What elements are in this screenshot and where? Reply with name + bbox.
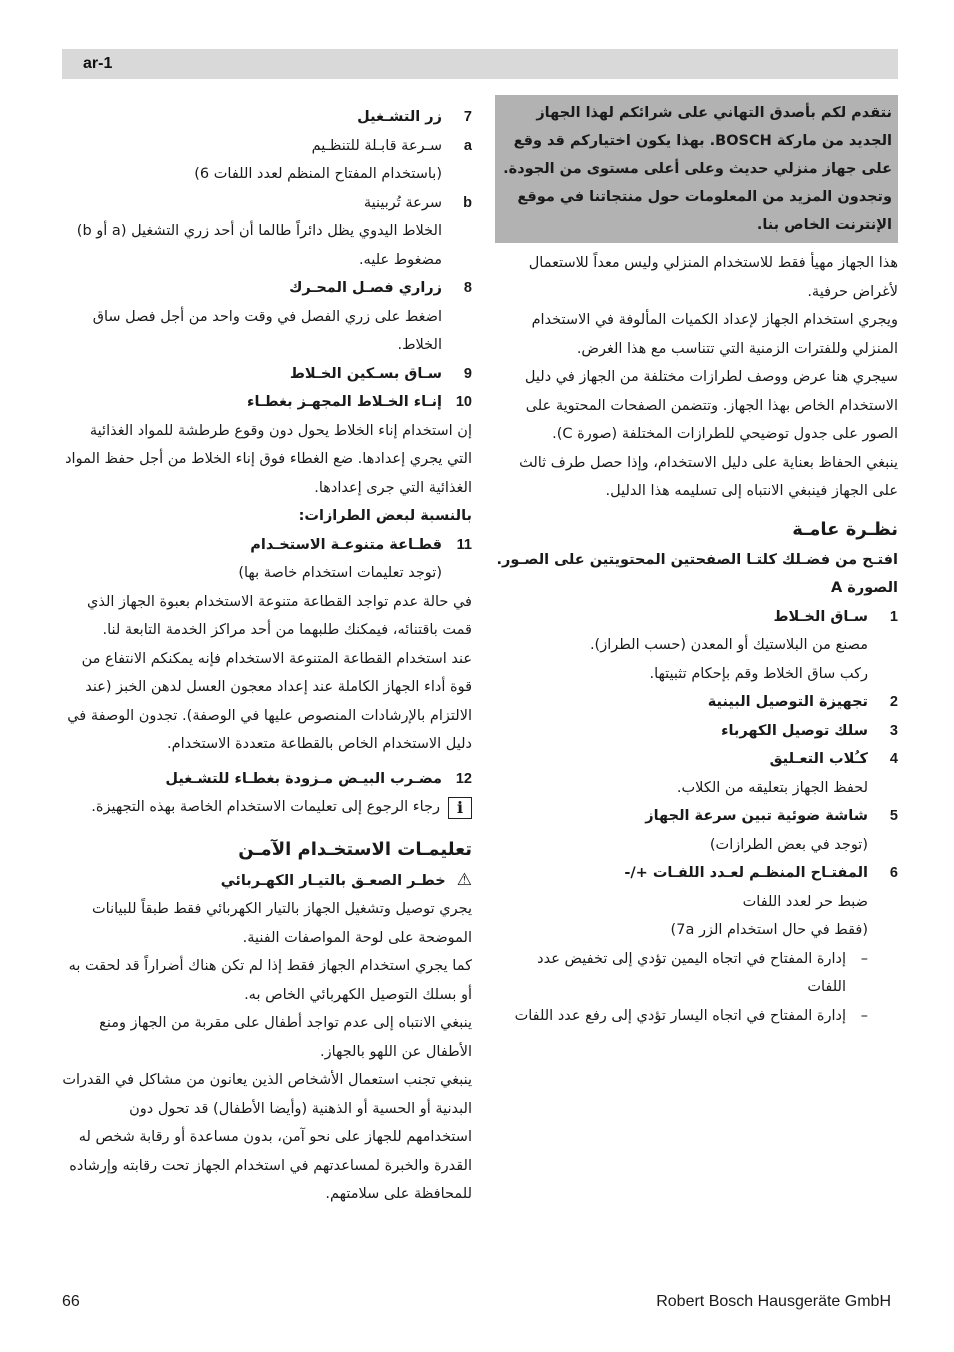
item-number: 2 [889, 694, 898, 710]
item-desc: مصنع من البلاستيك أو المعدن (حسب الطراز). [589, 637, 868, 653]
list-item [62, 531, 472, 560]
item-number: 1 [889, 608, 898, 625]
item-number: 9 [463, 365, 472, 382]
item-title: سلك توصيل الكهرباء [721, 722, 868, 739]
some-models-label: بالنسبة لبعض الطرازات: [298, 508, 472, 524]
list-item [62, 103, 472, 132]
list-item [62, 274, 472, 303]
info-text: رجاء الرجوع إلى تعليمات الاستخدام الخاصة بهذه التجهيزة. [91, 799, 440, 815]
dash-text: إدارة المفتاح في اتجاه اليسار تؤدي إلى رفع عدد اللفات [514, 1007, 846, 1024]
safety-title: تعليمـات الاستخـدام الآمـن [238, 838, 472, 860]
list-item [495, 717, 898, 746]
item-title: زر التشـغيل [357, 109, 442, 125]
warning-icon: ⚠ [456, 869, 472, 890]
intro-box: نتقدم لكم بأصدق التهاني على شرائكم لهذا الجهاز الجديد من ماركة BOSCH. بهذا يكون اختياركم قد وقع على جهاز منزلي حديث وعلى أعلى مستوى من الجودة. وتجدون المزيد من المعلومات حول منتجاتنا في موقع الإنترنت الخاص بنا. [495, 95, 898, 243]
paragraph: ينبغي الانتباه إلى عدم تواجد أطفال على مقربة من الجهاز ومنع الأطفال عن اللهو بالجهاز. [99, 1015, 472, 1060]
item-number: 6 [889, 865, 898, 881]
paragraph: سيجري هنا عرض ووصف لطرازات مختلفة من الجهاز في دليل الاستخدام الخاص بهذا الجهاز. وتتضمن الصفحات المحتوية على الصور على جدول توضيحي للطرازات المختلفة (صورة C). [524, 369, 898, 442]
item-title: زراري فصـل المحـرك [289, 280, 442, 296]
dash-mark: – [860, 1007, 868, 1024]
item-title: كـُلاب التعـليق [769, 751, 868, 767]
list-item [62, 765, 472, 794]
item-title: تجهيزة التوصيل البينية [707, 694, 868, 710]
item-desc: في حالة عدم تواجد القطاعة متنوعة الاستخدام بعبوة الجهاز الذي قمت باقتنائه، فيمكنك طلبهما من أحد مراكز الخدمة التابعة لنا. [86, 593, 472, 638]
item-desc: (توجد في بعض الطرازات) [709, 836, 868, 853]
item-number: 12 [455, 770, 472, 787]
item-number: 11 [456, 536, 472, 553]
item-desc: ركب ساق الخلاط وقم بإحكام تثبيتها. [649, 665, 868, 682]
paragraph: ويجري استخدام الجهاز لإعداد الكميات المألوفة في الاستخدام المنزلي وللفترات الزمنية التي تتناسب مع هذا الغرض. [531, 312, 898, 357]
item-note: (توجد تعليمات استخدام خاصة بها) [238, 565, 442, 581]
item-title: المفتـاح المنظـم لعـدد اللفـات +/- [624, 865, 868, 881]
list-item [62, 360, 472, 389]
item-desc: الخلاط اليدوي يظل دائراً طالما أن أحد زري التشغيل (a أو b) مضغوط عليه. [76, 223, 442, 268]
paragraph: يجري توصيل وتشغيل الجهاز بالتيار الكهربائي فقط طبقاً للبيانات الموضحة على لوحة المواصفات الفنية. [92, 901, 472, 946]
item-title: إنـاء الخـلاط المجهـز بغطـاء [247, 394, 442, 410]
warning-title: خطـر الصعـق بالتيـار الكهـربائي [220, 872, 446, 889]
item-number: 8 [463, 280, 472, 296]
item-desc: اضغط على زري الفصل في وقت واحد من أجل فصل ساق الخلاط. [92, 308, 442, 353]
info-note [62, 793, 472, 822]
item-title: قطـاعة متنوعـة الاستخـدام [250, 536, 442, 553]
paragraph: كما يجري استخدام الجهاز فقط إذا لم تكن هناك أضراراً قد لحقت به أو بسلك التوصيل الكهربائي الخاص به. [68, 958, 472, 1003]
item-title: شاشة ضوئية تبين سرعة الجهاز [645, 808, 868, 824]
item-number: 4 [889, 751, 898, 767]
item-title: مضـرب البيـض مـزودة بغطـاء للتشـغيل [165, 770, 442, 787]
dash-text: إدارة المفتاح في اتجاه اليمين تؤدي إلى تخفيض عدد اللفات [537, 950, 846, 995]
left-column [62, 103, 472, 1209]
sub-item-letter: b [463, 194, 472, 211]
warning-heading [62, 866, 472, 896]
paragraph: ينبغي الحفاظ بعناية على دليل الاستخدام، وإذا حصل طرف ثالث على الجهاز فينبغي الانتباه إلى تسليمه هذا الدليل. [519, 454, 898, 499]
paragraph: ينبغي تجنب استعمال الأشخاص الذين يعانون من مشاكل في القدرات البدنية أو الحسية أو الذهنية (وأيضا الأطفال) قد تحول دون استخدامهم للجهاز على نحو آمن، بدون مساعدة أو رقابة شخص له القدرة والخبرة لمساعدتهم في استخدام الجهاز تحت رقابته وإرشاده للمحافظة على سلامتهم. [62, 1072, 472, 1202]
paragraph: هذا الجهاز مهيأ فقط للاستخدام المنزلي وليس معداً للاستعمال لأغراض حرفية. [528, 255, 898, 300]
sub-item [62, 189, 472, 218]
figure-label: الصورة A [831, 580, 898, 596]
item-title: سـاق الخـلاط [773, 608, 868, 625]
dash-item [495, 1002, 898, 1031]
item-number: 5 [889, 808, 898, 824]
sub-item-letter: a [463, 137, 472, 154]
company-name: Robert Bosch Hausgeräte GmbH [656, 1293, 891, 1310]
item-desc: إن استخدام إناء الخلاط يحول دون وقوع طرطشة للمواد الغذائية التي يجري إعدادها. ضع الغطاء فوق إناء الخلاط من أجل حفظ المواد الغذائية التي جرى إعدادها. [65, 422, 472, 496]
info-icon: i [448, 797, 472, 819]
list-item [495, 603, 898, 632]
page-tag: ar-1 [83, 55, 113, 72]
list-item [495, 688, 898, 717]
item-desc: (فقط في حال استخدام الزر 7a) [670, 922, 868, 938]
dash-mark: – [860, 950, 868, 967]
list-item [495, 745, 898, 774]
item-number: 10 [455, 394, 472, 410]
right-column [495, 95, 898, 1030]
item-desc: لحفظ الجهاز بتعليقه من الكلاب. [676, 779, 868, 796]
sub-item [62, 132, 472, 161]
header-bar [62, 49, 898, 79]
sub-item-text: سرعة تُربينية [363, 194, 442, 211]
item-title: سـاق بسـكين الخـلاط [289, 365, 442, 382]
sub-item-note: (باستخدام المفتاح المنظم لعدد اللفات 6) [194, 166, 442, 182]
item-number: 3 [889, 722, 898, 739]
item-number: 7 [463, 109, 472, 125]
item-desc: ضبط حر لعدد اللفات [742, 893, 868, 910]
list-item [495, 859, 898, 888]
list-item [62, 388, 472, 417]
overview-title: نظـرة عامـة [792, 518, 898, 540]
overview-instruction: افتـح من فضـلك كلتـا الصفحتين المحتويتين على الصـور. [496, 551, 898, 568]
sub-item-text: سـرعة قابـلة للتنظـيم [311, 137, 442, 154]
list-item [495, 802, 898, 831]
page-number: 66 [62, 1293, 80, 1310]
dash-item [495, 945, 898, 1002]
item-desc: عند استخدام القطاعة المتنوعة الاستخدام فإنه يمكنكم الانتفاع من قوة أداء الجهاز الكاملة عند إعداد معجون العسل لدهن الخبز (عند الالتزام بالإرشادات المنصوص عليها في الوصفة). تجدون الوصفة في دليل الاستخدام الخاص بالقطاعة متعددة الاستخدام. [67, 650, 472, 752]
